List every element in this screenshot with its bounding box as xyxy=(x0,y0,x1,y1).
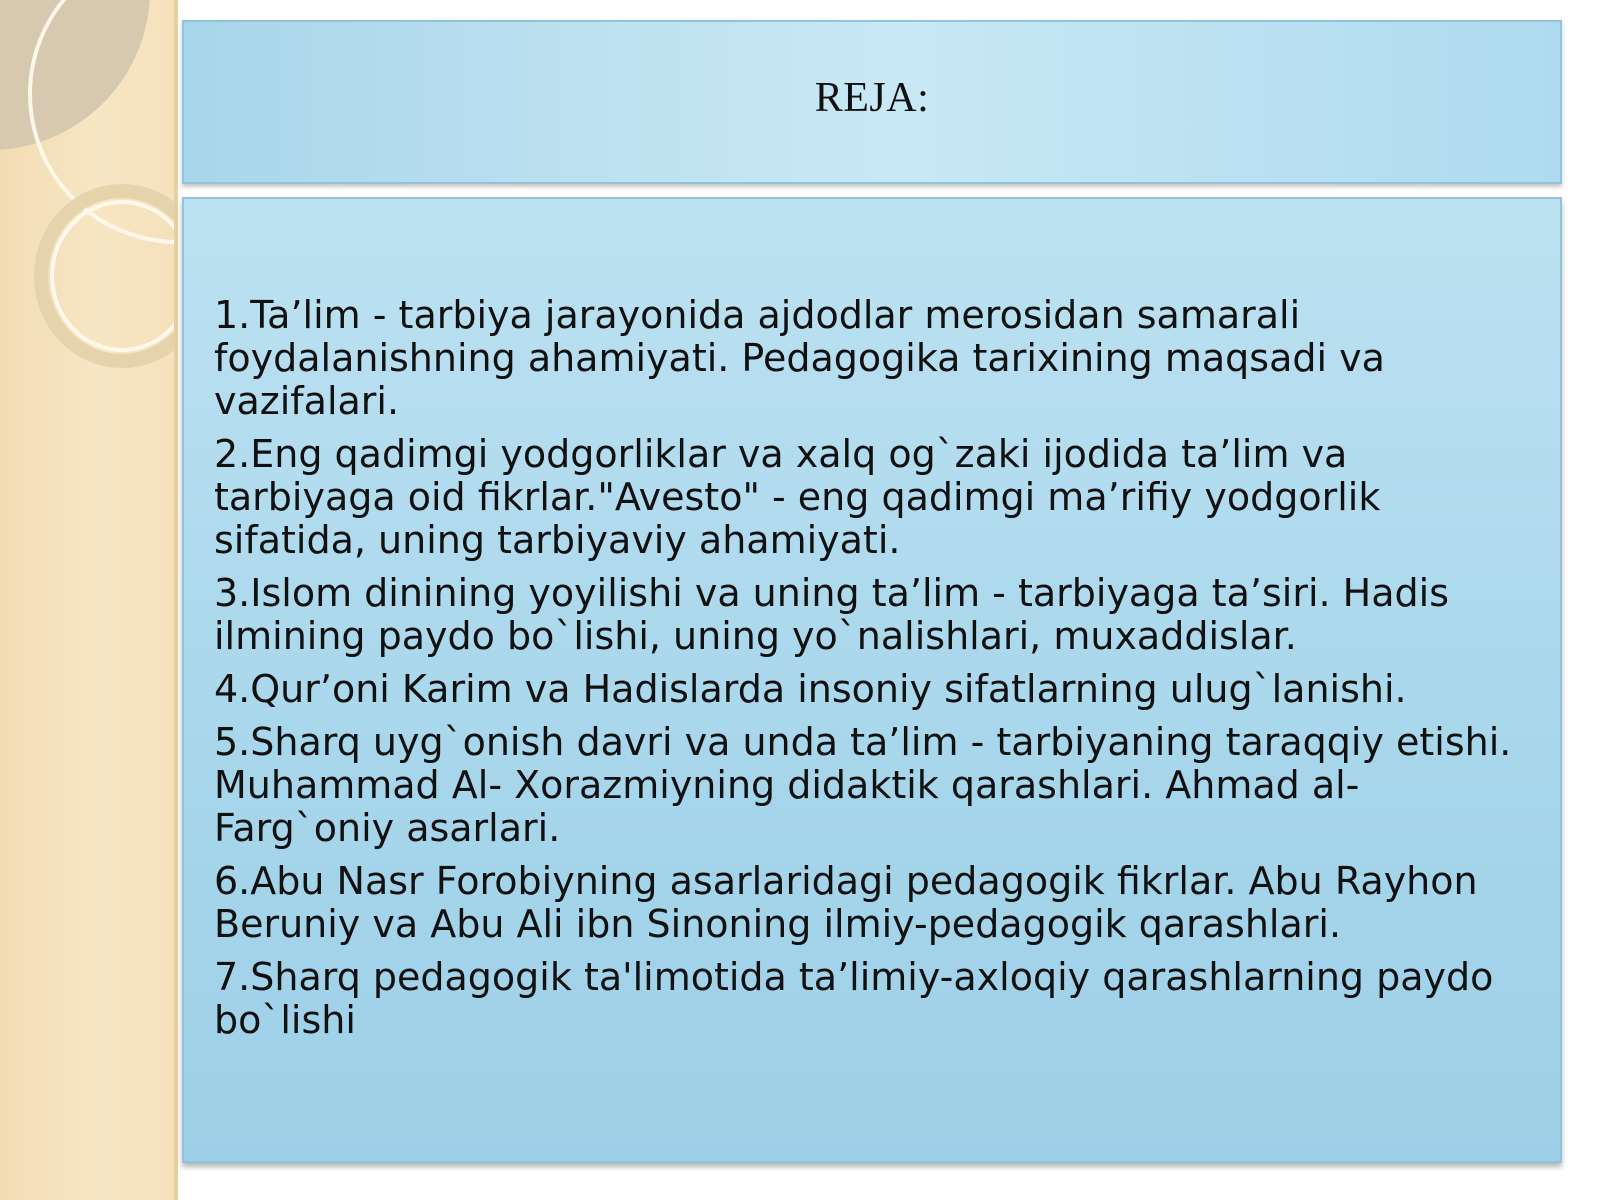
plan-item-5: 5.Sharq uyg`onish davri va unda ta’lim - tarbiyaning taraqqiy etishi. Muhammad Al- Xorazmiyning didaktik qarashlari. Ahmad al-Farg`oniy asarlari. xyxy=(214,720,1512,850)
plan-item-1: 1.Ta’lim - tarbiya jarayonida ajdodlar merosidan samarali foydalanishning ahamiyati. Pedagogika tarixining maqsadi va vazifalari. xyxy=(214,293,1385,423)
plan-item-2: 2.Eng qadimgi yodgorliklar va xalq og`zaki ijodida ta’lim va tarbiyaga oid fikrlar."Avesto" - eng qadimgi ma’rifiy yodgorlik sifatida, uning tarbiyaviy ahamiyati. xyxy=(214,432,1381,562)
plan-item-7: 7.Sharq pedagogik ta'limotida ta’limiy-axloqiy qarashlarning paydo bo`lishi xyxy=(214,955,1494,1042)
plan-item-4: 4.Qur’oni Karim va Hadislarda insoniy sifatlarning ulug`lanishi. xyxy=(214,667,1407,711)
plan-content-panel xyxy=(182,197,1562,1163)
sidebar-edge xyxy=(174,0,178,1200)
plan-list xyxy=(214,294,1539,1052)
plan-item-6: 6.Abu Nasr Forobiyning asarlaridagi pedagogik fikrlar. Abu Rayhon Beruniy va Abu Ali ibn Sinoning ilmiy-pedagogik qarashlari. xyxy=(214,859,1478,946)
plan-item-3: 3.Islom dinining yoyilishi va uning ta’lim - tarbiyaga ta’siri. Hadis ilmining paydo bo`lishi, uning yo`nalishlari, muxaddislar. xyxy=(214,571,1449,658)
decorative-sidebar xyxy=(0,0,178,1200)
title-panel xyxy=(182,20,1562,184)
slide-title: REJA: xyxy=(814,75,930,121)
